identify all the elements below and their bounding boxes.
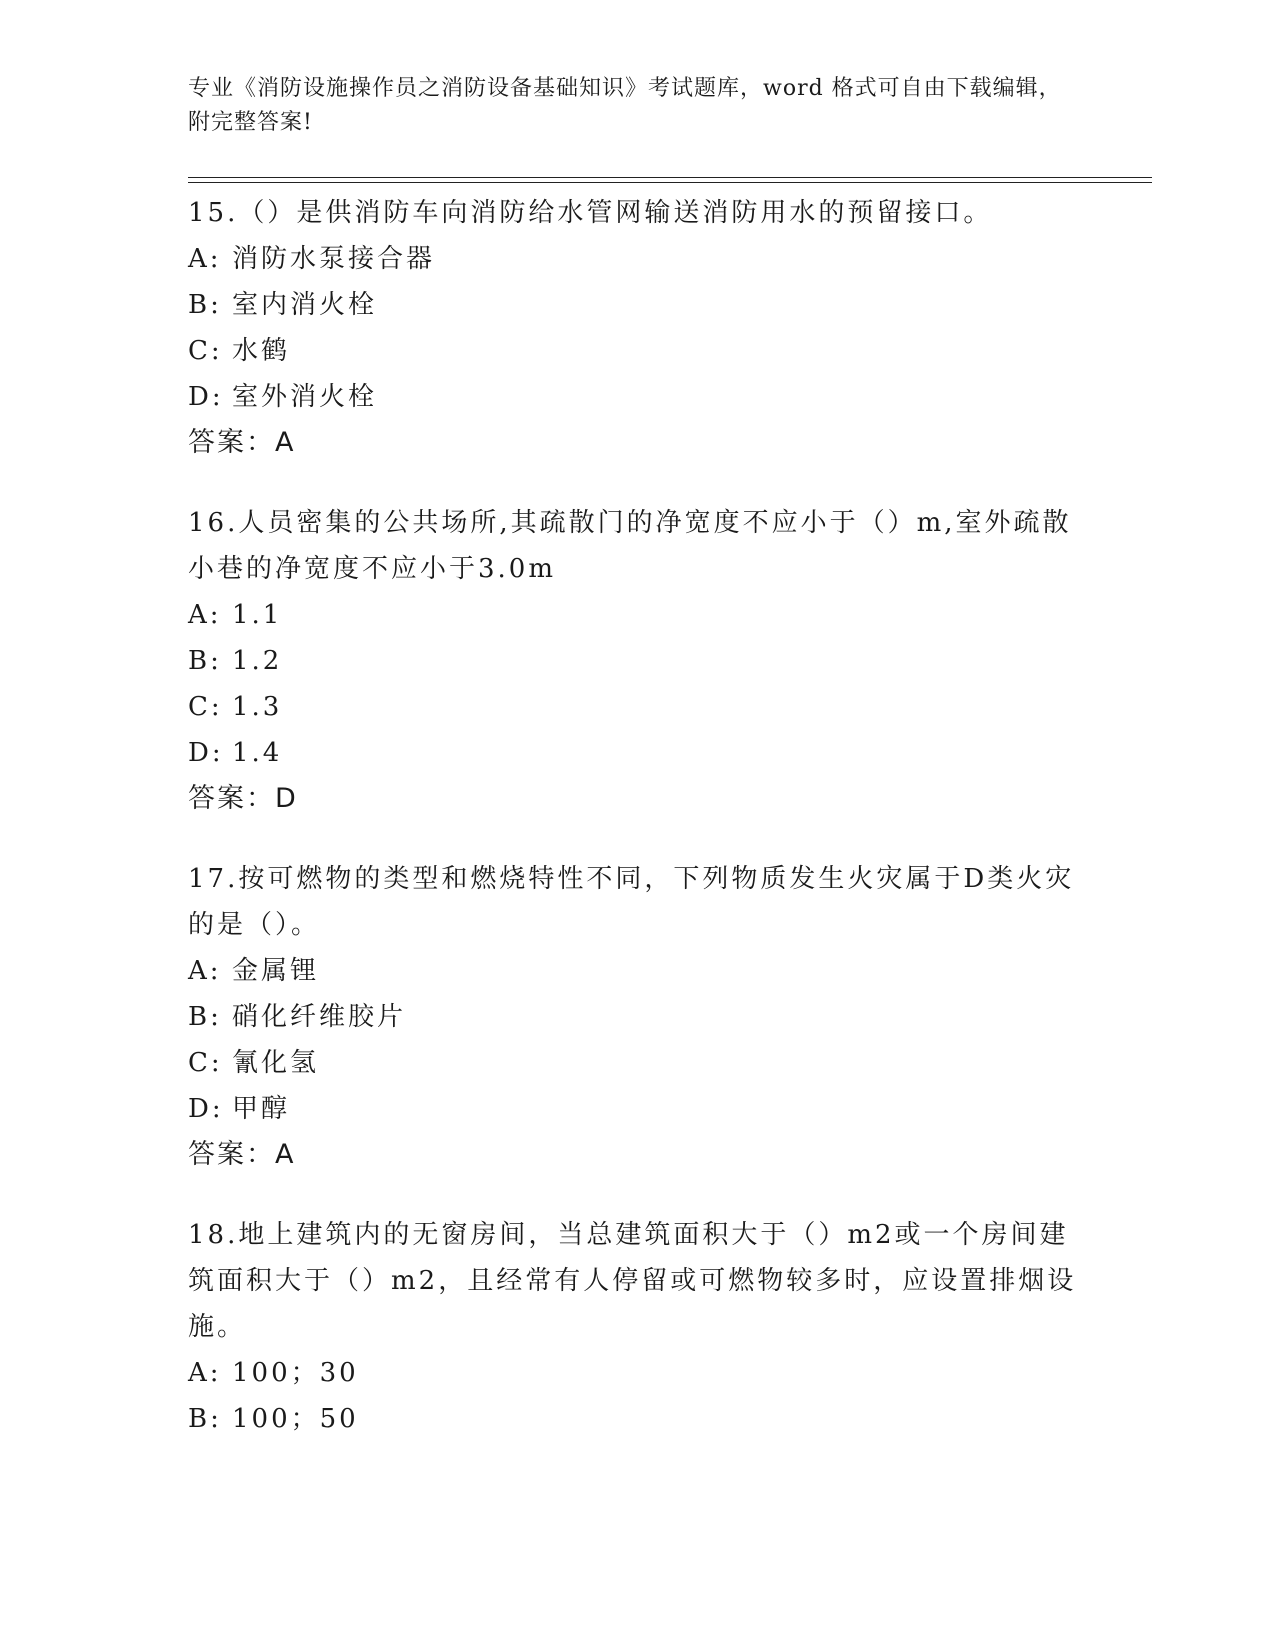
option-text: 消防水泵接合器 [232, 244, 436, 274]
option-text: 硝化纤维胶片 [232, 1002, 407, 1032]
option-text: 氰化氢 [232, 1048, 320, 1078]
option-key: D: [188, 1094, 224, 1124]
option-a [188, 236, 1088, 282]
document-intro: 专业《消防设施操作员之消防设备基础知识》考试题库，word 格式可自由下载编辑，附完整答案! [188, 76, 1062, 135]
question-stem: 15.（）是供消防车向消防给水管网输送消防用水的预留接口。 [188, 198, 993, 228]
question-15 [188, 190, 1088, 466]
option-a [188, 948, 1088, 994]
option-text: 1.4 [232, 738, 283, 768]
option-a [188, 1350, 1088, 1396]
option-key: A: [188, 956, 222, 986]
option-b [188, 994, 1088, 1040]
option-key: D: [188, 382, 224, 412]
option-text: 1.1 [232, 600, 283, 630]
option-b [188, 638, 1088, 684]
option-text: 1.2 [232, 646, 283, 676]
option-c [188, 1040, 1088, 1086]
option-text: 水鹤 [232, 336, 291, 366]
answer-line: 答案：A [188, 427, 296, 458]
option-key: C: [188, 1048, 223, 1078]
option-text: 100；30 [232, 1358, 359, 1388]
option-key: A: [188, 1358, 222, 1388]
question-stem: 17.按可燃物的类型和燃烧特性不同，下列物质发生火灾属于D类火灾的是（）。 [188, 864, 1075, 940]
option-key: B: [188, 290, 222, 320]
header-divider-top [188, 177, 1152, 178]
option-key: C: [188, 336, 223, 366]
option-d [188, 730, 1088, 776]
option-d [188, 1086, 1088, 1132]
question-18 [188, 1212, 1088, 1442]
question-stem: 18.地上建筑内的无窗房间，当总建筑面积大于（）m2或一个房间建筑面积大于（）m2，且经常有人停留或可燃物较多时，应设置排烟设施。 [188, 1220, 1077, 1342]
option-text: 1.3 [232, 692, 283, 722]
option-key: C: [188, 692, 223, 722]
option-b [188, 1396, 1088, 1442]
option-c [188, 328, 1088, 374]
answer-line: 答案：D [188, 783, 298, 814]
option-key: B: [188, 1002, 222, 1032]
option-text: 甲醇 [232, 1094, 291, 1124]
option-a [188, 592, 1088, 638]
option-text: 100；50 [232, 1404, 359, 1434]
option-b [188, 282, 1088, 328]
question-16 [188, 500, 1088, 822]
option-c [188, 684, 1088, 730]
option-text: 金属锂 [232, 956, 320, 986]
option-text: 室内消火栓 [232, 290, 378, 320]
option-key: B: [188, 646, 222, 676]
option-key: A: [188, 244, 222, 274]
option-d [188, 374, 1088, 420]
question-list [188, 190, 1088, 1476]
option-key: D: [188, 738, 224, 768]
option-key: B: [188, 1404, 222, 1434]
answer-line: 答案：A [188, 1139, 296, 1170]
header-divider-bottom [188, 182, 1152, 183]
option-text: 室外消火栓 [232, 382, 378, 412]
question-stem: 16.人员密集的公共场所,其疏散门的净宽度不应小于（）m,室外疏散小巷的净宽度不应小于3.0m [188, 508, 1072, 584]
option-key: A: [188, 600, 222, 630]
question-17 [188, 856, 1088, 1178]
